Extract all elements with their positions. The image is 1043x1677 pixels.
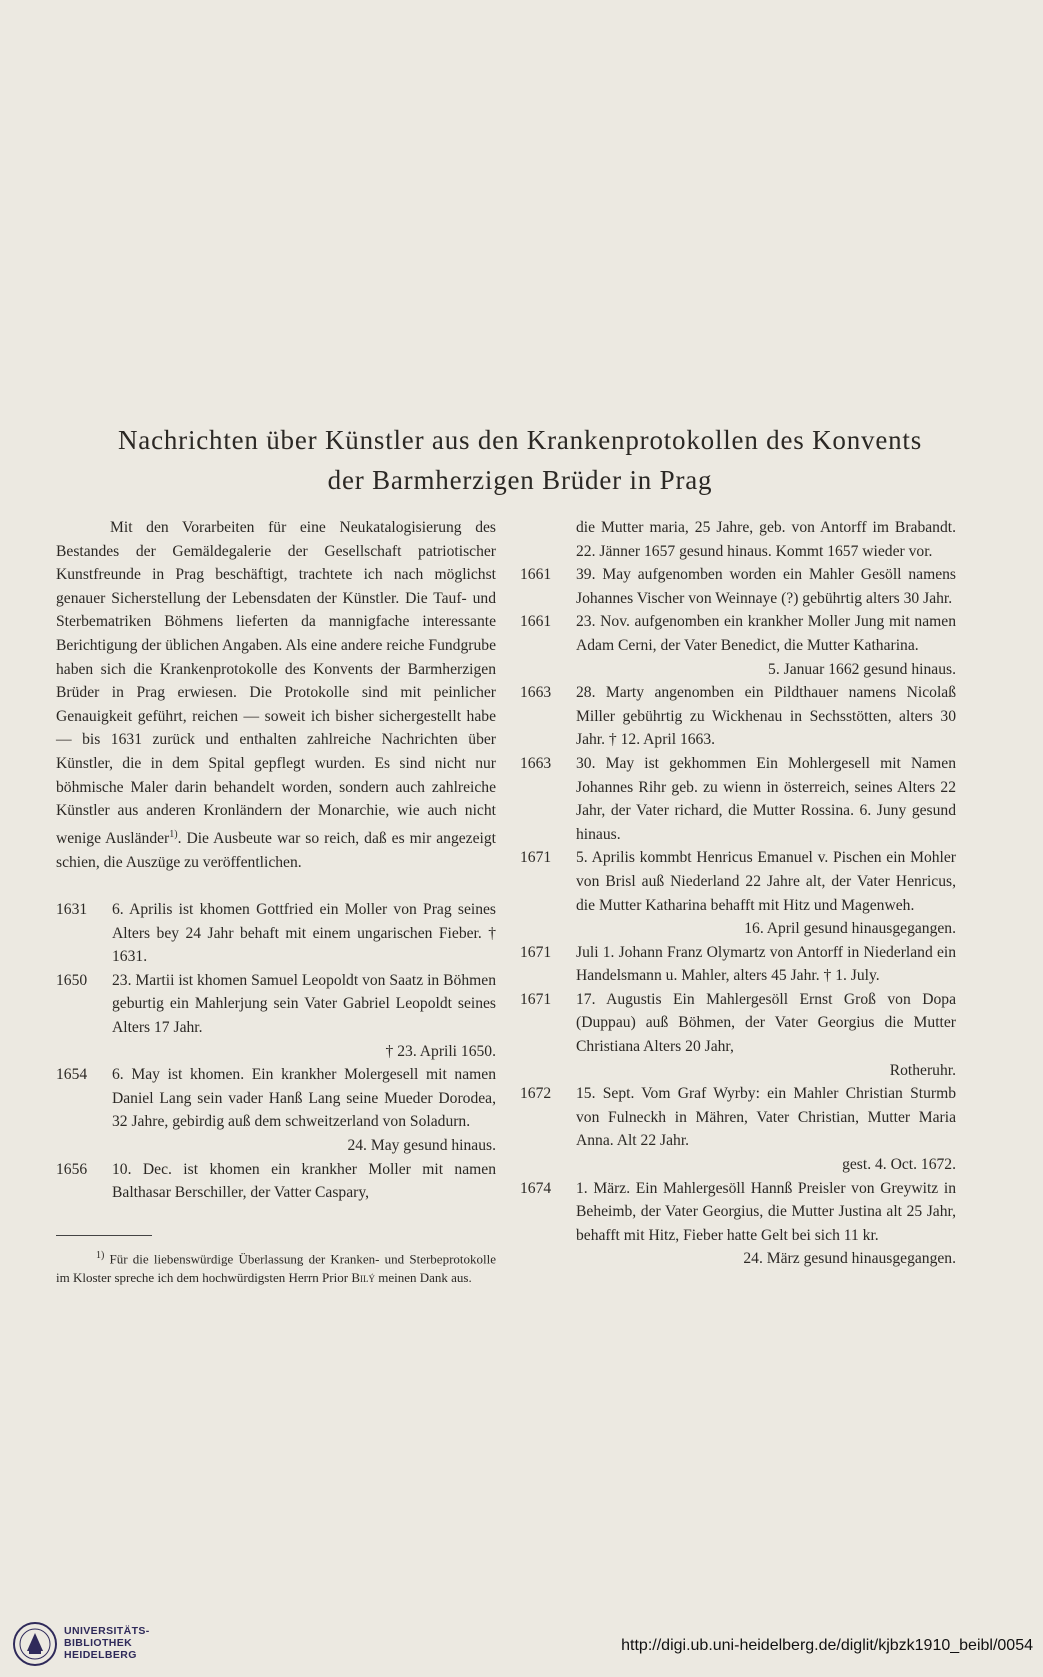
entry-text: 1. März. Ein Mahlergesöll Hannß Preisler von Greywitz in Beheimb, der Vater Georgius, die Mutter Justina alt 25 Jahr, behafft mit Hitz, Fieber hatte Gelt bei sich 11 kr. bbox=[576, 1179, 956, 1244]
entry-year: 1663 bbox=[520, 754, 552, 772]
entry-year: 1631 bbox=[56, 901, 88, 919]
entry-text: 6. Aprilis ist khomen Gottfried ein Moller von Prag seines Alters bey 24 Jahr behaft mit einem ungarischen Fieber. † 1631. bbox=[112, 901, 496, 966]
university-seal-icon bbox=[12, 1621, 58, 1667]
entry-1674 bbox=[520, 1177, 956, 1271]
entry-text: 23. Martii ist khomen Samuel Leopoldt von Saatz in Böhmen geburtig ein Mahlerjung sein Vater Gabriel Leopoldt seines Alters 17 Jahr. bbox=[112, 971, 496, 1037]
footer-bar bbox=[0, 1611, 1043, 1677]
entry-year: 1671 bbox=[520, 943, 552, 961]
library-name bbox=[64, 1625, 150, 1661]
footnote bbox=[56, 1246, 496, 1287]
intro-text: Mit den Vorarbeiten für eine Neukatalogisierung des Bestandes der Gemäldegalerie der Gesellschaft patriotischer Kunstfreunde in Prag beschäftigt, trachtete ich nach möglichst genauer Sicherstellung der Lebensdaten der Künstler. Die Tauf- und Sterbematriken Böhmens lieferten da mannigfache interessante Berichtigung der üblichen Angaben. Als eine andere reiche Fundgrube haben sich die Krankenprotokolle des Konvents der Barmherzigen Brüder in Prag erwiesen. Die Protokolle sind mit peinlicher Genauigkeit geführt, reichen — soweit ich bisher sichergestellt habe — bis 1631 zurück und enthalten zahlreiche Nachrichten über Künstler, die in dem Spital gepflegt wurden. Es sind nicht nur böhmische Maler darin behandelt worden, sondern auch zahlreiche Künstler aus anderen Kronländern der Monarchie, wie auch nicht wenige Ausländer bbox=[56, 519, 496, 847]
footnote-name: Bilý bbox=[351, 1270, 375, 1286]
entry-note: 24. März gesund hinausgegangen. bbox=[743, 1250, 956, 1268]
intro-text-end: . Die Ausbeute war so reich, daß es mir angezeigt schien, die Auszüge zu veröffentlichen. bbox=[56, 829, 496, 871]
entry-text: 30. May ist gekhommen Ein Mohlergesell mit Namen Johannes Rihr geb. zu wienn in österreich, seines Alters 22 Jahr, der Vater richard, die Mutter Rossina. 6. Juny gesund hinaus. bbox=[576, 754, 956, 843]
entry-1671-b bbox=[520, 941, 956, 988]
entry-year: 1661 bbox=[520, 613, 552, 631]
entry-year: 1663 bbox=[520, 684, 552, 702]
footnote-end: meinen Dank aus. bbox=[378, 1270, 472, 1286]
entry-note: 24. May gesund hinaus. bbox=[347, 1137, 496, 1155]
entry-year: 1654 bbox=[56, 1066, 88, 1084]
entry-note: Rotheruhr. bbox=[889, 1061, 956, 1079]
entry-text: Juli 1. Johann Franz Olymartz von Antorff in Niederland ein Handelsmann u. Mahler, alters 45 Jahr. † 1. July. bbox=[576, 943, 956, 985]
intro-paragraph bbox=[56, 516, 496, 874]
entry-1661-b bbox=[520, 610, 956, 681]
title-line-2: der Barmherzigen Brüder in Prag bbox=[327, 465, 713, 495]
footnote-mark: 1) bbox=[96, 1249, 105, 1261]
entry-1671-a bbox=[520, 846, 956, 940]
entry-continuation bbox=[520, 516, 956, 563]
entry-year: 1671 bbox=[520, 849, 552, 867]
entry-1656 bbox=[56, 1158, 496, 1205]
entry-text: die Mutter maria, 25 Jahre, geb. von Antorff im Brabandt. 22. Jänner 1657 gesund hinaus. Kommt 1657 wieder vor. bbox=[576, 519, 956, 560]
entry-text: 5. Aprilis kommbt Henricus Emanuel v. Pischen ein Mohler von Brisl auß Niederland 22 Jahre alt, der Vater Henricus, die Mutter Katharina behafft mit Hitz und Magenweh. bbox=[576, 849, 956, 914]
entry-note: † 23. Aprili 1650. bbox=[385, 1042, 496, 1060]
entry-note: 16. April gesund hinausgegangen. bbox=[744, 920, 956, 938]
page-title bbox=[60, 420, 980, 500]
library-name-line-3: HEIDELBERG bbox=[64, 1649, 137, 1661]
entry-1672 bbox=[520, 1082, 956, 1176]
source-url[interactable]: http://digi.ub.uni-heidelberg.de/diglit/kjbzk1910_beibl/0054 bbox=[621, 1637, 1033, 1654]
footnote-divider bbox=[56, 1235, 152, 1236]
entry-1671-c bbox=[520, 988, 956, 1082]
entry-1663-a bbox=[520, 681, 956, 752]
spacer bbox=[56, 874, 496, 898]
entry-text: 6. May ist khomen. Ein krankher Molergesell mit namen Daniel Lang sein vader Hanß Lang seine Mueder Dorodea, 32 Jahre, gebirdig auß dem schweitzerland von Soladurn. bbox=[112, 1066, 496, 1131]
entry-year: 1661 bbox=[520, 566, 552, 584]
entry-year: 1672 bbox=[520, 1085, 552, 1103]
entry-1654 bbox=[56, 1063, 496, 1157]
entry-year: 1671 bbox=[520, 990, 552, 1008]
entry-text: 15. Sept. Vom Graf Wyrby: ein Mahler Christian Sturmb von Fulneckh in Mähren, Vater Christian, Mutter Maria Anna. Alt 22 Jahr. bbox=[576, 1085, 956, 1150]
footnote-reference: 1) bbox=[169, 828, 178, 840]
entry-1650 bbox=[56, 969, 496, 1063]
entry-note: gest. 4. Oct. 1672. bbox=[842, 1156, 956, 1174]
left-column bbox=[56, 516, 496, 1287]
entry-year: 1656 bbox=[56, 1160, 88, 1178]
entry-1663-b bbox=[520, 752, 956, 846]
entry-note: 5. Januar 1662 gesund hinaus. bbox=[768, 660, 956, 678]
entry-text: 10. Dec. ist khomen ein krankher Moller mit namen Balthasar Berschiller, der Vatter Caspary, bbox=[112, 1160, 496, 1202]
entry-1661-a bbox=[520, 563, 956, 610]
entry-text: 17. Augustis Ein Mahlergesöll Ernst Groß von Dopa (Duppau) auß Böhmen, der Vater Georgius die Mutter Christiana Alters 20 Jahr, bbox=[576, 990, 956, 1056]
footnote-text: Für die liebenswürdige Überlassung der Kranken- und Sterbeprotokolle im Kloster spreche ich dem hochwürdigsten Herrn Prior bbox=[56, 1251, 496, 1286]
entry-text: 39. May aufgenomben worden ein Mahler Gesöll namens Johannes Vischer von Weinnaye (?) gebührtig alters 30 Jahr. bbox=[576, 566, 956, 607]
entry-year: 1674 bbox=[520, 1179, 552, 1197]
library-name-line-1: UNIVERSITÄTS- bbox=[64, 1625, 150, 1637]
entry-year: 1650 bbox=[56, 971, 88, 989]
entry-text: 28. Marty angenomben ein Pildthauer namens Nicolaß Miller gebührtig zu Wickhenau in Sechsstötten, alters 30 Jahr. † 12. April 1663. bbox=[576, 684, 956, 749]
title-line-1: Nachrichten über Künstler aus den Krankenprotokollen des Konvents bbox=[117, 425, 923, 455]
right-column bbox=[520, 516, 956, 1271]
library-name-line-2: BIBLIOTHEK bbox=[64, 1637, 133, 1649]
entry-text: 23. Nov. aufgenomben ein krankher Moller Jung mit namen Adam Cerni, der Vater Benedict, die Mutter Katharina. bbox=[576, 613, 956, 654]
entry-1631 bbox=[56, 898, 496, 969]
